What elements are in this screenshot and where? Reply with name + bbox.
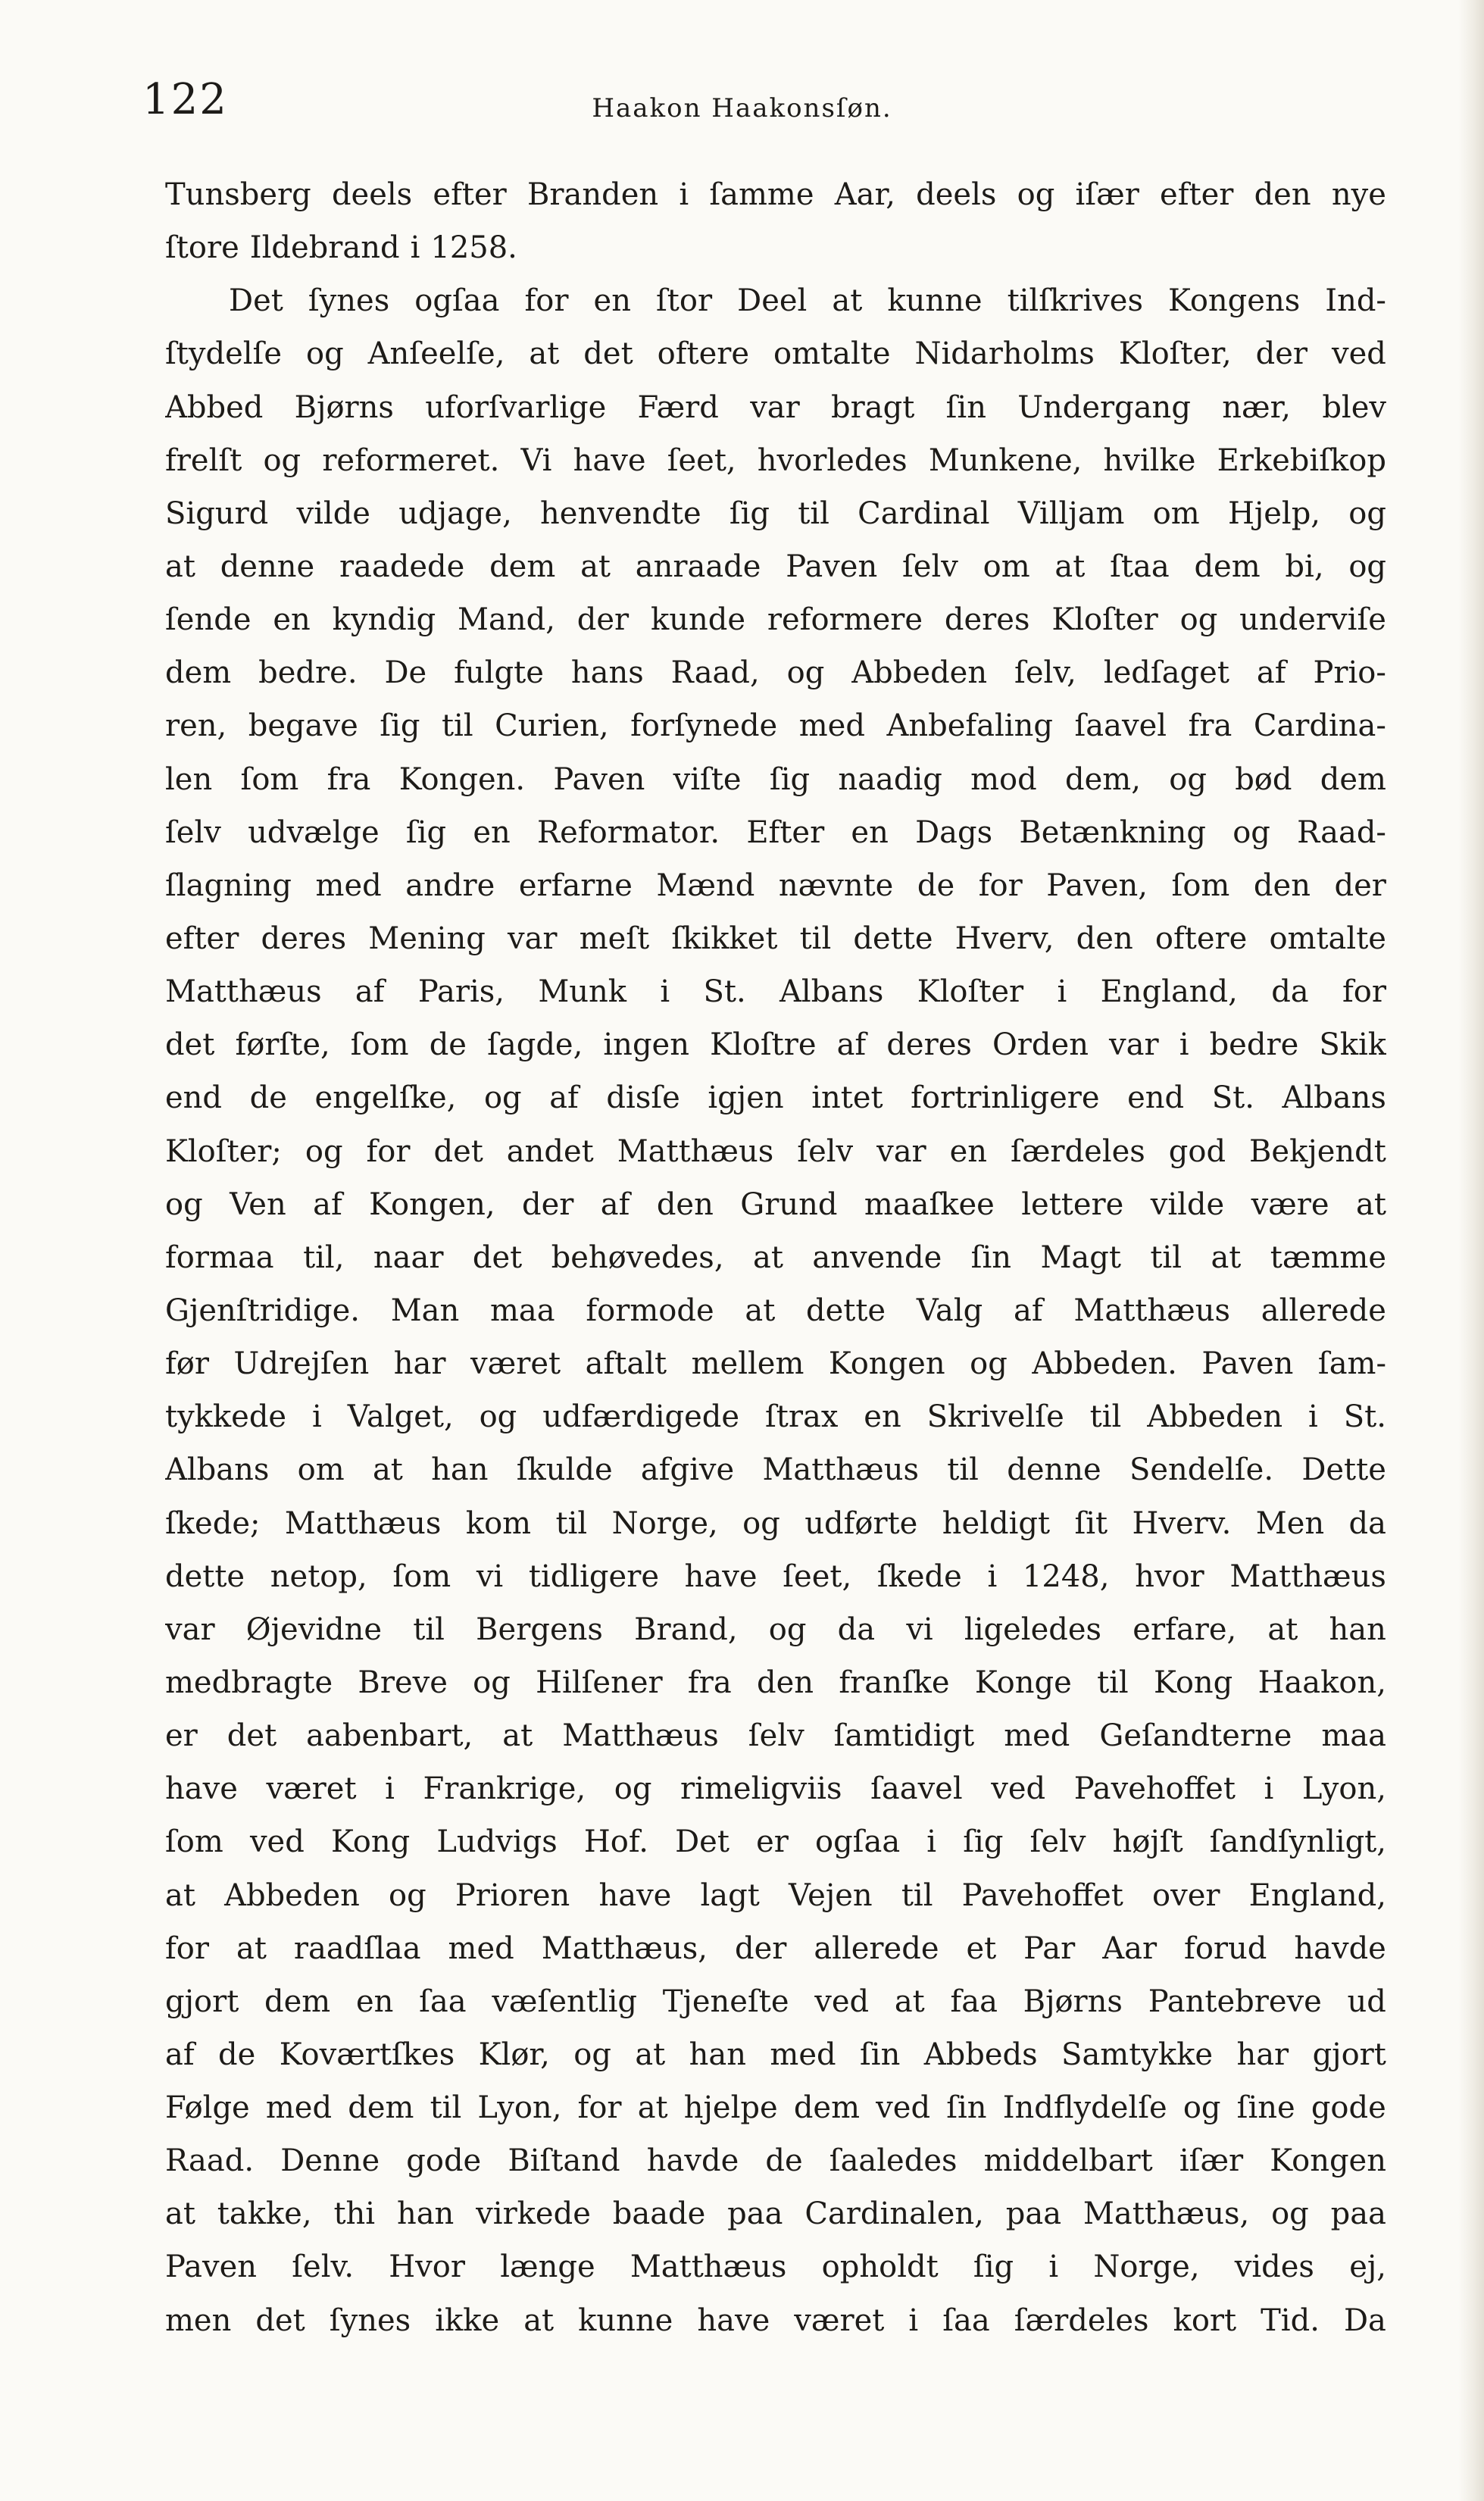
text-line: Følge med dem til Lyon, for at hjelpe dem ved ſin Indflydelſe og ſine gode [165, 2090, 1386, 2126]
text-line: ren, begave ſig til Curien, forſynede med Anbefaling ſaavel fra Cardina- [165, 708, 1386, 744]
text-line: efter deres Mening var meſt ſkikket til dette Hverv, den oftere omtalte [165, 921, 1386, 956]
text-line: af de Koværtſkes Klør, og at han med ſin Abbeds Samtykke har gjort [165, 2037, 1386, 2072]
text-line: det førſte, ſom de ſagde, ingen Kloſtre af deres Orden var i bedre Skik [165, 1027, 1386, 1063]
text-line: gjort dem en ſaa væſentlig Tjeneſte ved at faa Bjørns Pantebreve ud [165, 1984, 1386, 2019]
text-line: end de engelſke, og af disſe igjen intet fortrinligere end St. Albans [165, 1080, 1386, 1116]
text-line: at Abbeden og Prioren have lagt Vejen til Pavehoffet over England, [165, 1877, 1386, 1913]
text-line: dette netop, ſom vi tidligere have ſeet, ſkede i 1248, hvor Matthæus [165, 1558, 1386, 1594]
text-line: formaa til, naar det behøvedes, at anvende ſin Magt til at tæmme [165, 1240, 1386, 1275]
text-line: medbragte Breve og Hilſener fra den franſke Konge til Kong Haakon, [165, 1665, 1386, 1700]
text-line: Paven ſelv. Hvor længe Matthæus opholdt ſig i Norge, vides ej, [165, 2249, 1386, 2285]
text-line: ſtydelſe og Anſeelſe, at det oftere omtalte Nidarholms Kloſter, der ved [165, 336, 1386, 372]
text-line: Albans om at han ſkulde afgive Matthæus til denne Sendelſe. Dette [165, 1452, 1386, 1488]
text-line: Kloſter; og for det andet Matthæus ſelv var en ſærdeles god Bekjendt [165, 1133, 1386, 1169]
text-line: men det ſynes ikke at kunne have været i ſaa ſærdeles kort Tid. Da [165, 2302, 1386, 2338]
text-line: Raad. Denne gode Biſtand havde de ſaaledes middelbart iſær Kongen [165, 2143, 1386, 2179]
text-line: ſtore Ildebrand i 1258. [165, 230, 517, 266]
text-line: før Udrejſen har været aftalt mellem Kongen og Abbeden. Paven ſam- [165, 1346, 1386, 1382]
text-line: Abbed Bjørns uforſvarlige Færd var bragt ſin Undergang nær, blev [165, 389, 1386, 425]
text-line: at takke, thi han virkede baade paa Cardinalen, paa Matthæus, og paa [165, 2196, 1386, 2232]
page-number: 122 [142, 75, 228, 124]
text-line: Sigurd vilde udjage, henvendte ſig til Cardinal Villjam om Hjelp, og [165, 496, 1386, 531]
text-line: len ſom fra Kongen. Paven viſte ſig naadig mod dem, og bød dem [165, 761, 1386, 797]
text-line: at denne raadede dem at anraade Paven ſelv om at ſtaa dem bi, og [165, 549, 1386, 584]
text-line: ſelv udvælge ſig en Reformator. Efter en Dags Betænkning og Raad- [165, 814, 1386, 850]
text-line: Gjenſtridige. Man maa formode at dette Valg af Matthæus allerede [165, 1293, 1386, 1328]
text-line: ſkede; Matthæus kom til Norge, og udførte heldigt ſit Hverv. Men da [165, 1505, 1386, 1541]
text-line: Det ſynes ogſaa for en ſtor Deel at kunne tilſkrives Kongens Ind- [229, 283, 1386, 319]
text-line: frelſt og reformeret. Vi have ſeet, hvorledes Munkene, hvilke Erkebiſkop [165, 442, 1386, 478]
book-spine-shadow [1458, 0, 1484, 2501]
text-line: ſlagning med andre erfarne Mænd nævnte de for Paven, ſom den der [165, 868, 1386, 903]
text-line: ſom ved Kong Ludvigs Hof. Det er ogſaa i ſig ſelv højſt ſandſynligt, [165, 1824, 1386, 1860]
body-text-block [165, 168, 1386, 2347]
text-line: ſende en kyndig Mand, der kunde reformere deres Kloſter og underviſe [165, 602, 1386, 638]
text-line: tykkede i Valget, og udfærdigede ſtrax en Skrivelſe til Abbeden i St. [165, 1399, 1386, 1435]
text-line: og Ven af Kongen, der af den Grund maaſkee lettere vilde være at [165, 1186, 1386, 1222]
text-line: Tunsberg deels efter Branden i ſamme Aar, deels og iſær efter den nye [165, 177, 1386, 212]
text-line: Matthæus af Paris, Munk i St. Albans Kloſter i England, da for [165, 974, 1386, 1010]
text-line: var Øjevidne til Bergens Brand, og da vi ligeledes erfare, at han [165, 1612, 1386, 1647]
text-line: dem bedre. De fulgte hans Raad, og Abbeden ſelv, ledſaget af Prio- [165, 655, 1386, 691]
text-line: for at raadſlaa med Matthæus, der allerede et Par Aar forud havde [165, 1930, 1386, 1966]
running-head-title: Haakon Haakonsſøn. [592, 93, 892, 123]
text-line: have været i Frankrige, og rimeligviis ſaavel ved Pavehoffet i Lyon, [165, 1771, 1386, 1807]
text-line: er det aabenbart, at Matthæus ſelv ſamtidigt med Geſandterne maa [165, 1718, 1386, 1754]
